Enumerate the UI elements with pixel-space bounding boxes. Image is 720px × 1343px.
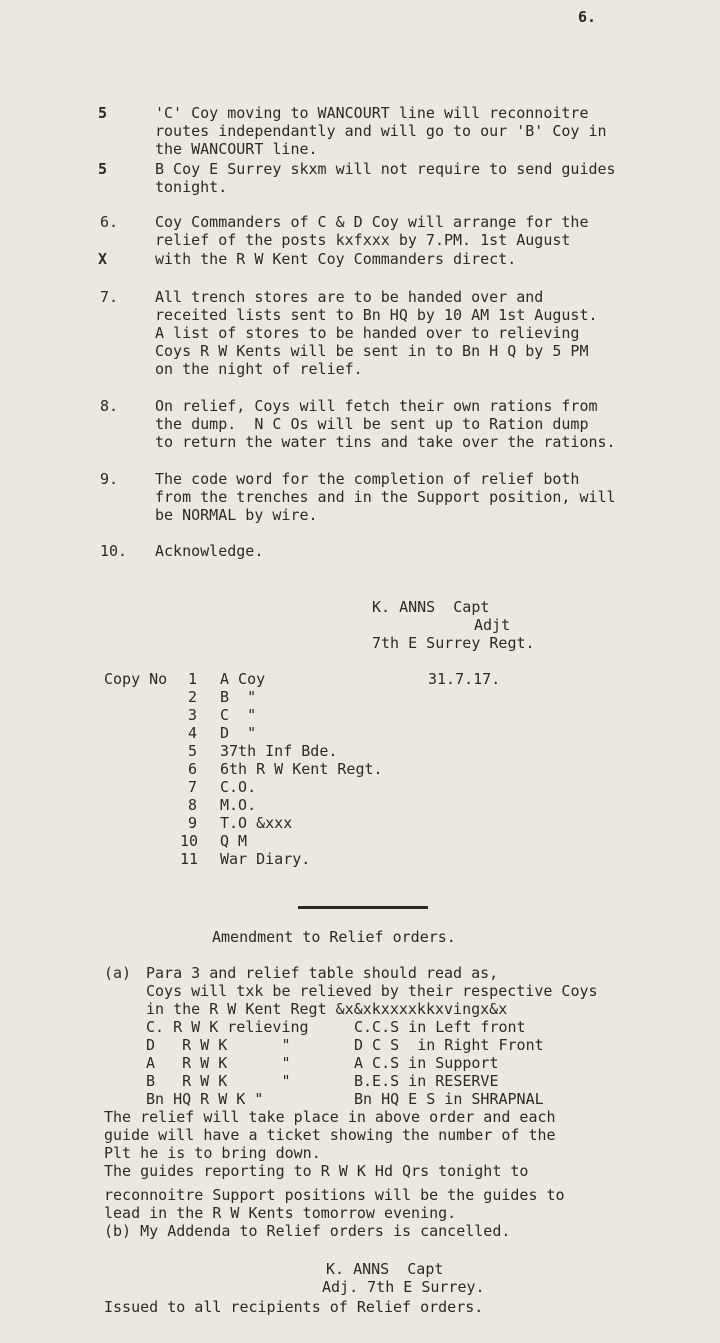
paragraph-line: to return the water tins and take over the rations. xyxy=(155,433,616,451)
paragraph-line: the WANCOURT line. xyxy=(155,140,318,158)
paragraph-number: 5 xyxy=(98,160,108,178)
copy-recipient: 6th R W Kent Regt. xyxy=(220,760,383,778)
paragraph-line: on the night of relief. xyxy=(155,360,363,378)
amendment-b-line: (b) My Addenda to Relief orders is cancelled. xyxy=(104,1222,511,1240)
copy-date: 31.7.17. xyxy=(428,670,501,688)
relief-table-right: C.C.S in Left front xyxy=(354,1018,526,1036)
relief-table-left: D R W K " xyxy=(146,1036,291,1054)
paragraph-line: receited lists sent to Bn HQ by 10 AM 1st August. xyxy=(155,306,598,324)
paragraph-line: A list of stores to be handed over to relieving xyxy=(155,324,580,342)
relief-table-left: A R W K " xyxy=(146,1054,291,1072)
relief-table-left: Bn HQ R W K " xyxy=(146,1090,264,1108)
signature-title: Adjt xyxy=(474,616,511,634)
paragraph-line: Acknowledge. xyxy=(155,542,264,560)
signature-unit: 7th E Surrey Regt. xyxy=(372,634,535,652)
paragraph-line: B Coy E Surrey skxm will not require to send guides xyxy=(155,160,616,178)
amendment-signature-name: K. ANNS Capt xyxy=(326,1260,444,1278)
paragraph-line: relief of the posts kxfxxx by 7.PM. 1st August xyxy=(155,231,571,249)
section-divider xyxy=(298,906,428,909)
copy-label: Copy No xyxy=(104,670,168,688)
amendment-text-line: guide will have a ticket showing the number of the xyxy=(104,1126,556,1144)
copy-recipient: 37th Inf Bde. xyxy=(220,742,338,760)
amendment-line: in the R W Kent Regt &x&xkxxxxkkxvingx&x xyxy=(146,1000,508,1018)
copy-recipient: War Diary. xyxy=(220,850,311,868)
amendment-signature-title: Adj. 7th E Surrey. xyxy=(322,1278,485,1296)
relief-table-right: Bn HQ E S in SHRAPNAL xyxy=(354,1090,544,1108)
copy-number: 11 xyxy=(180,850,199,868)
page-number: 6. xyxy=(578,8,597,26)
copy-number: 8 xyxy=(188,796,198,814)
copy-number: 3 xyxy=(188,706,198,724)
relief-table-right: D C S in Right Front xyxy=(354,1036,544,1054)
paragraph-line: Coy Commanders of C & D Coy will arrange for the xyxy=(155,213,589,231)
amendment-text-line: lead in the R W Kents tomorrow evening. xyxy=(104,1204,457,1222)
amendment-text-line: Plt he is to bring down. xyxy=(104,1144,321,1162)
paragraph-line: The code word for the completion of relief both xyxy=(155,470,580,488)
copy-recipient: M.O. xyxy=(220,796,257,814)
relief-table-left: C. R W K relieving xyxy=(146,1018,309,1036)
copy-number: 9 xyxy=(188,814,198,832)
amendment-text-line: The relief will take place in above order and each xyxy=(104,1108,556,1126)
copy-number: 5 xyxy=(188,742,198,760)
amendment-line: Coys will txk be relieved by their respective Coys xyxy=(146,982,598,1000)
amendment-a-label: (a) xyxy=(104,964,132,982)
copy-recipient: D " xyxy=(220,724,257,742)
copy-recipient: C.O. xyxy=(220,778,257,796)
paragraph-line: with the R W Kent Coy Commanders direct. xyxy=(155,250,517,268)
paragraph-line: On relief, Coys will fetch their own rations from xyxy=(155,397,598,415)
copy-recipient: Q M xyxy=(220,832,248,850)
side-mark: X xyxy=(98,250,108,268)
paragraph-line: 'C' Coy moving to WANCOURT line will reconnoitre xyxy=(155,104,589,122)
amendment-heading: Amendment to Relief orders. xyxy=(212,928,456,946)
amendment-text-line: The guides reporting to R W K Hd Qrs tonight to xyxy=(104,1162,529,1180)
issued-line: Issued to all recipients of Relief orders. xyxy=(104,1298,484,1316)
paragraph-number: 6. xyxy=(100,213,119,231)
relief-table-right: B.E.S in RESERVE xyxy=(354,1072,499,1090)
paragraph-line: tonight. xyxy=(155,178,228,196)
amendment-line: Para 3 and relief table should read as, xyxy=(146,964,499,982)
copy-number: 1 xyxy=(188,670,198,688)
copy-recipient: B " xyxy=(220,688,257,706)
copy-number: 7 xyxy=(188,778,198,796)
copy-recipient: A Coy xyxy=(220,670,266,688)
copy-number: 4 xyxy=(188,724,198,742)
signature-name: K. ANNS Capt xyxy=(372,598,490,616)
relief-table-right: A C.S in Support xyxy=(354,1054,499,1072)
copy-number: 2 xyxy=(188,688,198,706)
relief-table-left: B R W K " xyxy=(146,1072,291,1090)
paragraph-number: 5 xyxy=(98,104,108,122)
paragraph-line: from the trenches and in the Support position, will xyxy=(155,488,616,506)
paragraph-number: 9. xyxy=(100,470,119,488)
paragraph-line: be NORMAL by wire. xyxy=(155,506,318,524)
copy-recipient: C " xyxy=(220,706,257,724)
copy-number: 10 xyxy=(180,832,199,850)
paragraph-line: All trench stores are to be handed over and xyxy=(155,288,544,306)
paragraph-line: Coys R W Kents will be sent in to Bn H Q by 5 PM xyxy=(155,342,589,360)
paragraph-number: 8. xyxy=(100,397,119,415)
paragraph-line: the dump. N C Os will be sent up to Ration dump xyxy=(155,415,589,433)
paragraph-number: 10. xyxy=(100,542,128,560)
amendment-text-line: reconnoitre Support positions will be the guides to xyxy=(104,1186,565,1204)
copy-recipient: T.O &xxx xyxy=(220,814,293,832)
copy-number: 6 xyxy=(188,760,198,778)
paragraph-line: routes independantly and will go to our 'B' Coy in xyxy=(155,122,607,140)
paragraph-number: 7. xyxy=(100,288,119,306)
